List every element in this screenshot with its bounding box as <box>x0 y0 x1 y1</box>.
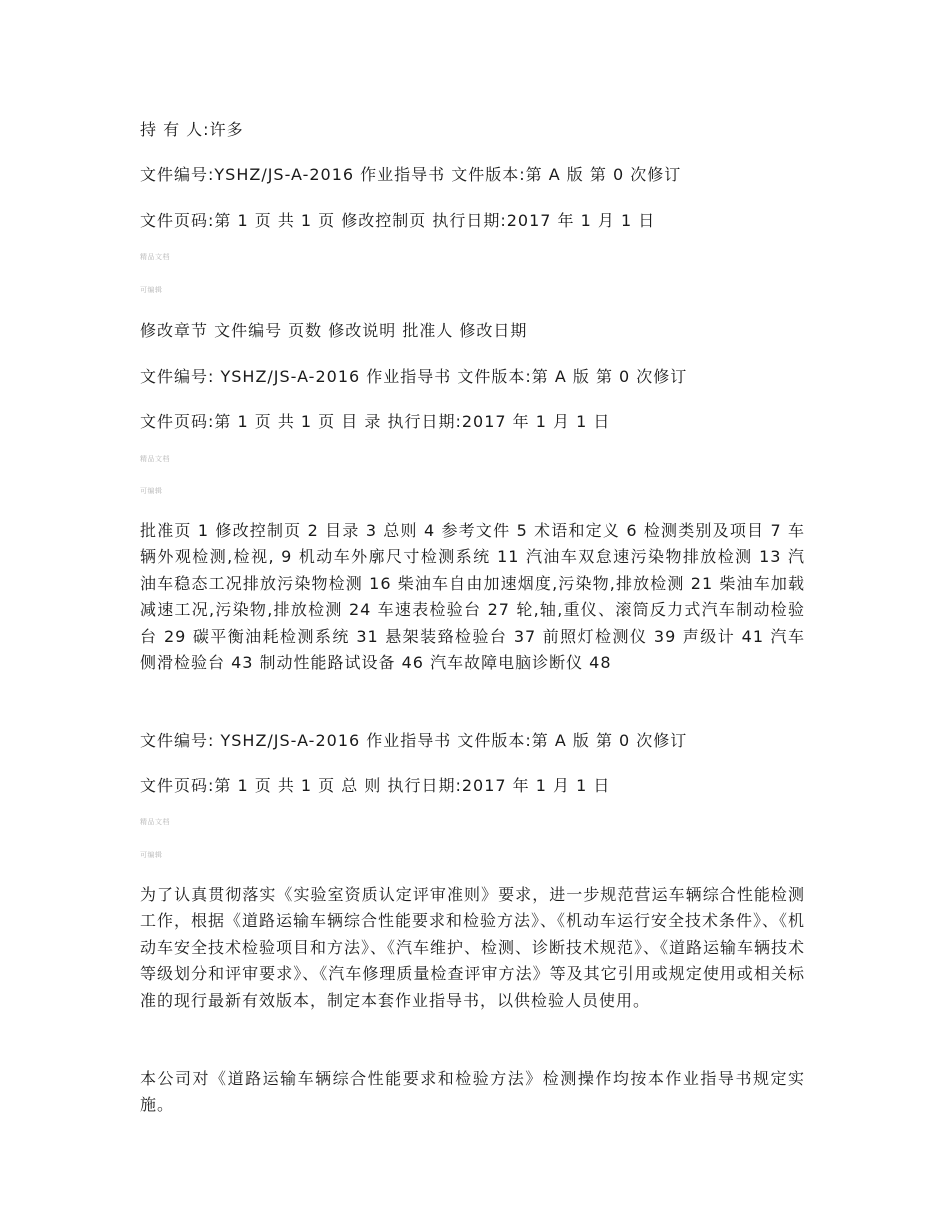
watermark-note: 精品文档 <box>140 455 170 463</box>
editable-note: 可编辑 <box>140 487 163 495</box>
page-info-line: 文件页码:第 1 页 共 1 页 目 录 执行日期:2017 年 1 月 1 日 <box>140 412 611 431</box>
file-number-line: 文件编号: YSHZ/JS-A-2016 作业指导书 文件版本:第 A 版 第 0 次修订 <box>140 731 688 750</box>
editable-note: 可编辑 <box>140 851 163 859</box>
watermark-note: 精品文档 <box>140 253 170 261</box>
table-of-contents: 批准页 1 修改控制页 2 目录 3 总则 4 参考文件 5 术语和定义 6 检测类别及项目 7 车辆外观检测,检视, 9 机动车外廓尺寸检测系统 11 汽油车双怠速污染物排放检测 13 汽油车稳态工况排放污染物检测 16 柴油车自由加速烟度,污染物,排放检测 21 柴油车加载减速工况,污染物,排放检测 24 车速表检验台 27 轮,轴,重仪、滚筒反力式汽车制动检验台 29 碳平衡油耗检测系统 31 悬架装臵检验台 37 前照灯检测仪 39 声级计 41 汽车侧滑检验台 43 制动性能路试设备 46 汽车故障电脑诊断仪 48 <box>140 521 805 673</box>
editable-note: 可编辑 <box>140 286 163 294</box>
general-paragraph-1: 为了认真贯彻落实《实验室资质认定评审准则》要求，进一步规范营运车辆综合性能检测工作，根据《道路运输车辆综合性能要求和检验方法》、《机动车运行安全技术条件》、《机动车安全技术检验项目和方法》、《汽车维护、检测、诊断技术规范》、《道路运输车辆技术等级划分和评审要求》、《汽车修理质量检查评审方法》等及其它引用或规定使用或相关标准的现行最新有效版本，制定本套作业指导书，以供检验人员使用。 <box>140 885 806 1010</box>
file-number-line: 文件编号:YSHZ/JS-A-2016 作业指导书 文件版本:第 A 版 第 0 次修订 <box>140 165 682 184</box>
general-paragraph-2: 本公司对《道路运输车辆综合性能要求和检验方法》检测操作均按本作业指导书规定实施。 <box>140 1069 805 1115</box>
holder-line: 持 有 人:许多 <box>140 120 244 139</box>
file-number-line: 文件编号: YSHZ/JS-A-2016 作业指导书 文件版本:第 A 版 第 0 次修订 <box>140 367 688 386</box>
page-info-line: 文件页码:第 1 页 共 1 页 修改控制页 执行日期:2017 年 1 月 1 日 <box>140 211 656 230</box>
page-info-line: 文件页码:第 1 页 共 1 页 总 则 执行日期:2017 年 1 月 1 日 <box>140 776 611 795</box>
revision-table-headers: 修改章节 文件编号 页数 修改说明 批准人 修改日期 <box>140 321 528 340</box>
watermark-note: 精品文档 <box>140 818 170 826</box>
